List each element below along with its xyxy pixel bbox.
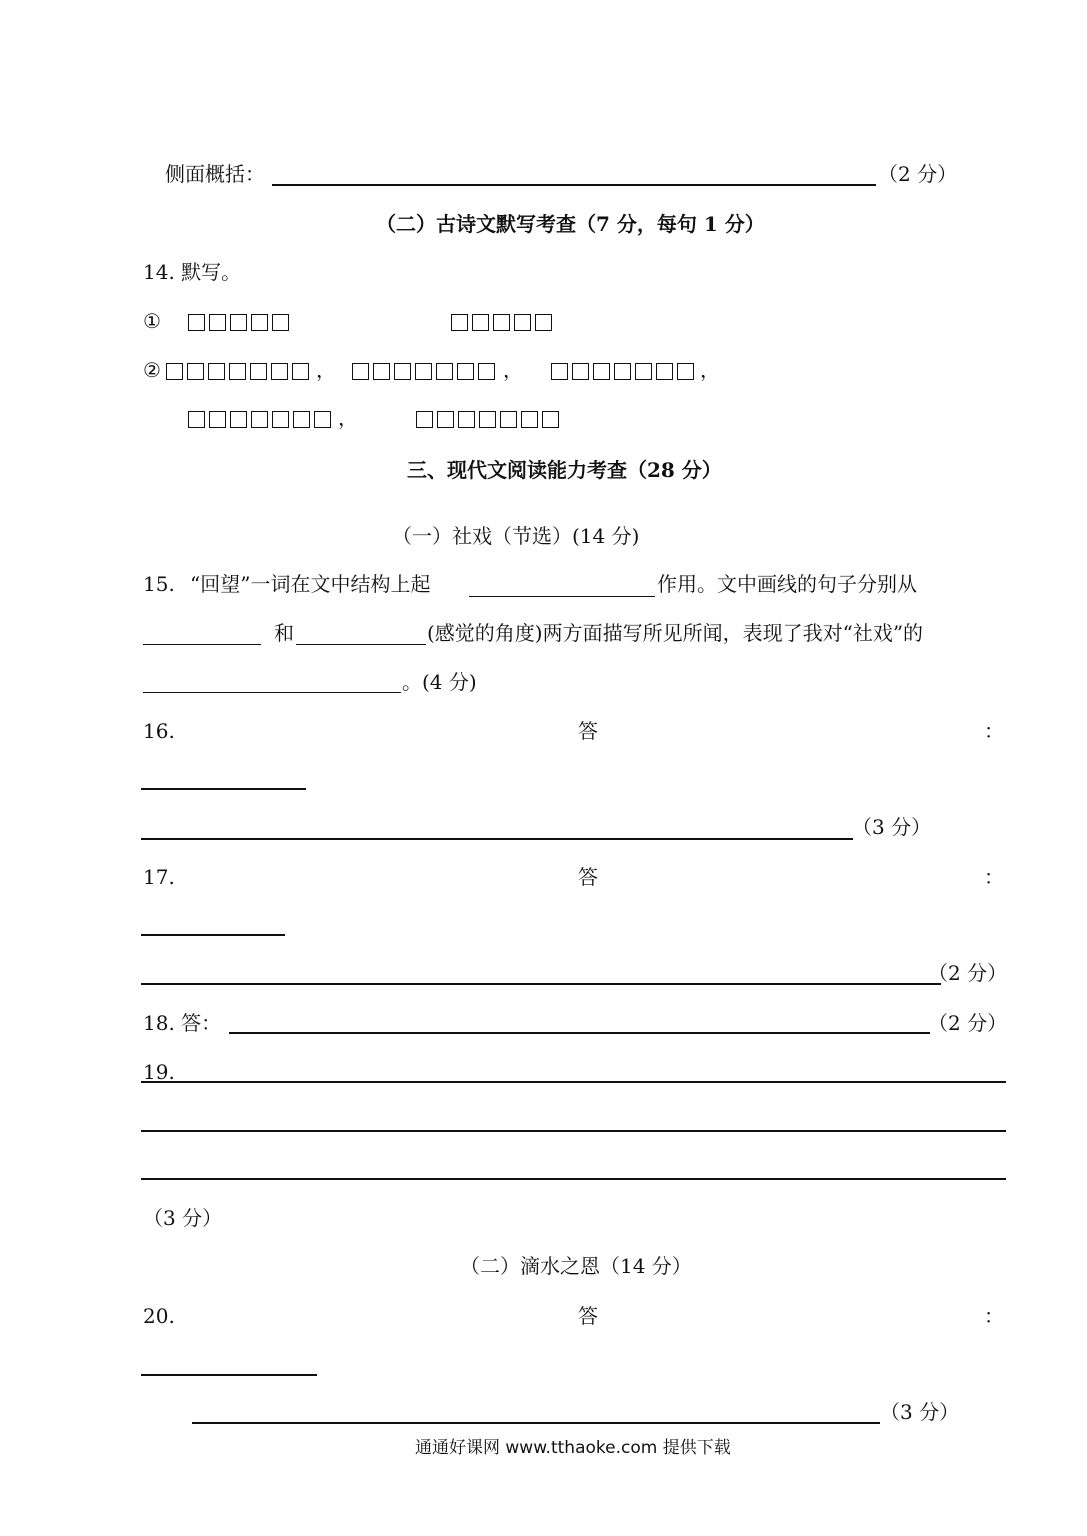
blank-boxes-group [188,409,335,429]
q19-score: （3 分） [143,1206,223,1230]
q15-end: 。(4 分) [402,670,477,694]
blank-boxes-group [416,409,563,429]
q14-item2-marker: ② [143,358,161,382]
section-title-classical: （二）古诗文默写考查（7 分，每句 1 分） [376,212,765,236]
q13-label: 侧面概括： [165,162,265,186]
q16-colon: ： [984,719,1004,743]
answer-line [141,1081,1006,1083]
passage-title-shexi: （一）社戏（节选）(14 分) [392,524,640,548]
comma: ， [338,406,358,430]
q17-answer-label: 答 [578,865,598,889]
passage-title-dishui: （二）滴水之恩（14 分） [460,1254,692,1278]
q15-he: 和 [274,621,294,645]
answer-line [192,1422,880,1424]
comma: ， [700,358,720,382]
answer-line [143,644,261,645]
q13-score: （2 分） [878,162,958,186]
answer-line [141,1374,317,1376]
blank-boxes-group [352,361,499,381]
section-title-modern-reading: 三、现代文阅读能力考查（28 分） [407,458,722,482]
page-footer: 通通好课网 www.tthaoke.com 提供下载 [415,1438,731,1458]
blank-boxes-group [551,361,698,381]
q20-colon: ： [984,1304,1004,1328]
blank-boxes-group [166,361,313,381]
blank-boxes-group [451,312,556,332]
q20-answer-label: 答 [578,1304,598,1328]
q20-number: 20. [143,1304,175,1328]
answer-line [272,184,876,186]
q15-number: 15. [143,572,175,596]
q19-number: 19. [143,1060,175,1084]
q16-answer-label: 答 [578,719,598,743]
q15-text-2: 作用。文中画线的句子分别从 [657,572,917,596]
blank-boxes-group [188,312,293,332]
answer-line [141,934,285,936]
q16-score: （3 分） [852,815,932,839]
answer-line [141,788,306,790]
answer-line [143,692,401,693]
answer-line [469,596,655,597]
q16-number: 16. [143,719,175,743]
answer-line [296,644,426,645]
answer-line [141,1178,1006,1180]
q15-text-1: “回望”一词在文中结构上起 [190,572,431,596]
answer-line [141,983,941,985]
q18-text: 18. 答： [143,1011,222,1035]
q17-number: 17. [143,865,175,889]
q17-colon: ： [984,865,1004,889]
q20-score: （3 分） [880,1400,960,1424]
q14-item1-marker: ① [143,309,161,333]
answer-line [141,838,853,840]
comma: ， [503,358,523,382]
q17-score: （2 分） [928,961,1008,985]
q14-label: 14. 默写。 [143,260,242,284]
comma: ， [316,358,336,382]
q18-score: （2 分） [928,1011,1008,1035]
answer-line [229,1032,930,1034]
answer-line [141,1130,1006,1132]
q15-text-3: (感觉的角度)两方面描写所见所闻，表现了我对“社戏”的 [427,621,924,645]
